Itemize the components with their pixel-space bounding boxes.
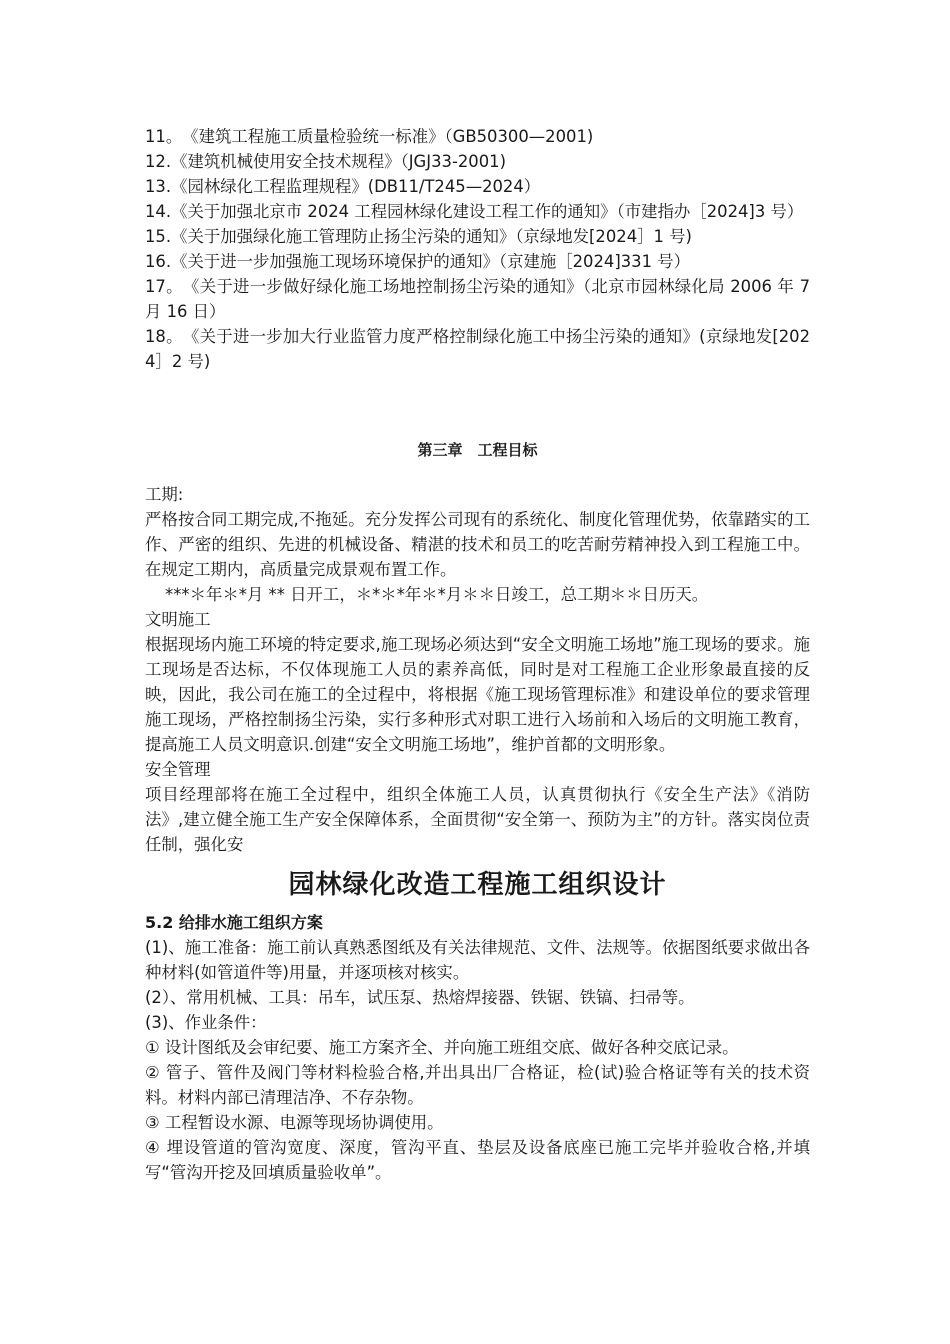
- section-item: (3)、作业条件：: [145, 1013, 267, 1032]
- section-item: (1)、施工准备：施工前认真熟悉图纸及有关法律规范、文件、法规等。依据图纸要求做出各种材料(如管道件等)用量，并逐项核对核实。: [145, 938, 810, 982]
- schedule-text: 严格按合同工期完成,不拖延。充分发挥公司现有的系统化、制度化管理优势，依靠踏实的工作、严密的组织、先进的机械设备、精湛的技术和员工的吃苦耐劳精神投入到工程施工中。在规定工期内，高质量完成景观布置工作。: [145, 510, 810, 579]
- civil-construction-text: 根据现场内施工环境的特定要求,施工现场必须达到“安全文明施工场地”施工现场的要求。施工现场是否达标，不仅体现施工人员的素养高低，同时是对工程施工企业形象最直接的反映，因此，我公司在施工的全过程中，将根据《施工现场管理标准》和建设单位的要求管理施工现场，严格控制扬尘污染，实行多种形式对职工进行入场前和入场后的文明施工教育，提高施工人员文明意识.创建“安全文明施工场地”，维护首都的文明形象。: [145, 635, 810, 754]
- section-item: ① 设计图纸及会审纪要、施工方案齐全、并向施工班组交底、做好各种交底记录。: [145, 1038, 739, 1057]
- section-item: (2）、常用机械、工具：吊车，试压泵、热熔焊接器、铁锯、铁镐、扫帚等。: [145, 988, 695, 1007]
- section-heading: 5.2 给排水施工组织方案: [145, 913, 323, 932]
- reference-item: 13.《园林绿化工程监理规程》(DB11/T245—2024）: [145, 177, 541, 196]
- reference-item: 15.《关于加强绿化施工管理防止扬尘污染的通知》（京绿地发[2024］1 号): [145, 227, 692, 246]
- reference-list: [145, 124, 810, 374]
- reference-item: 17。 《关于进一步做好绿化施工场地控制扬尘污染的通知》（北京市园林绿化局 2006 年 7 月 16 日）: [145, 277, 810, 321]
- document-page: [145, 124, 810, 1185]
- schedule-label: 工期:: [145, 485, 184, 504]
- section-item: ③ 工程暂设水源、电源等现场协调使用。: [145, 1113, 444, 1132]
- reference-item: 12.《建筑机械使用安全技术规程》（JGJ33-2001): [145, 152, 506, 171]
- spacer: [145, 462, 810, 482]
- reference-item: 14.《关于加强北京市 2024 工程园林绿化建设工程工作的通知》（市建指办［2024]3 号）: [145, 202, 804, 221]
- document-title: 园林绿化改造工程施工组织设计: [288, 870, 667, 900]
- safety-management-text: 项目经理部将在施工全过程中，组织全体施工人员，认真贯彻执行《安全生产法》《消防法》,建立健全施工生产安全保障体系，全面贯彻“安全第一、预防为主”的方针。落实岗位责任制，强化安: [145, 785, 810, 854]
- reference-item: 16.《关于进一步加强施工现场环境保护的通知》（京建施［2024]331 号）: [145, 252, 691, 271]
- reference-item: 18。 《关于进一步加大行业监管力度严格控制绿化施工中扬尘污染的通知》(京绿地发[2024］2 号): [145, 327, 810, 371]
- section-item: ④ 埋设管道的管沟宽度、深度，管沟平直、垫层及设备底座已施工完毕并验收合格,并填写“管沟开挖及回填质量验收单”。: [145, 1138, 810, 1182]
- safety-management-label: 安全管理: [145, 760, 211, 779]
- chapter-title: 第三章 工程目标: [417, 441, 538, 459]
- reference-item: 11。 《建筑工程施工质量检验统一标准》（GB50300—2001): [145, 127, 594, 146]
- civil-construction-label: 文明施工: [145, 610, 211, 629]
- schedule-dates: ***＊年＊*月 ** 日开工，＊*＊*年＊*月＊＊日竣工，总工期＊＊日历天。: [165, 585, 709, 604]
- section-item: ② 管子、管件及阀门等材料检验合格,并出具出厂合格证，检(试)验合格证等有关的技术资料。材料内部已清理洁净、不存杂物。: [145, 1063, 810, 1107]
